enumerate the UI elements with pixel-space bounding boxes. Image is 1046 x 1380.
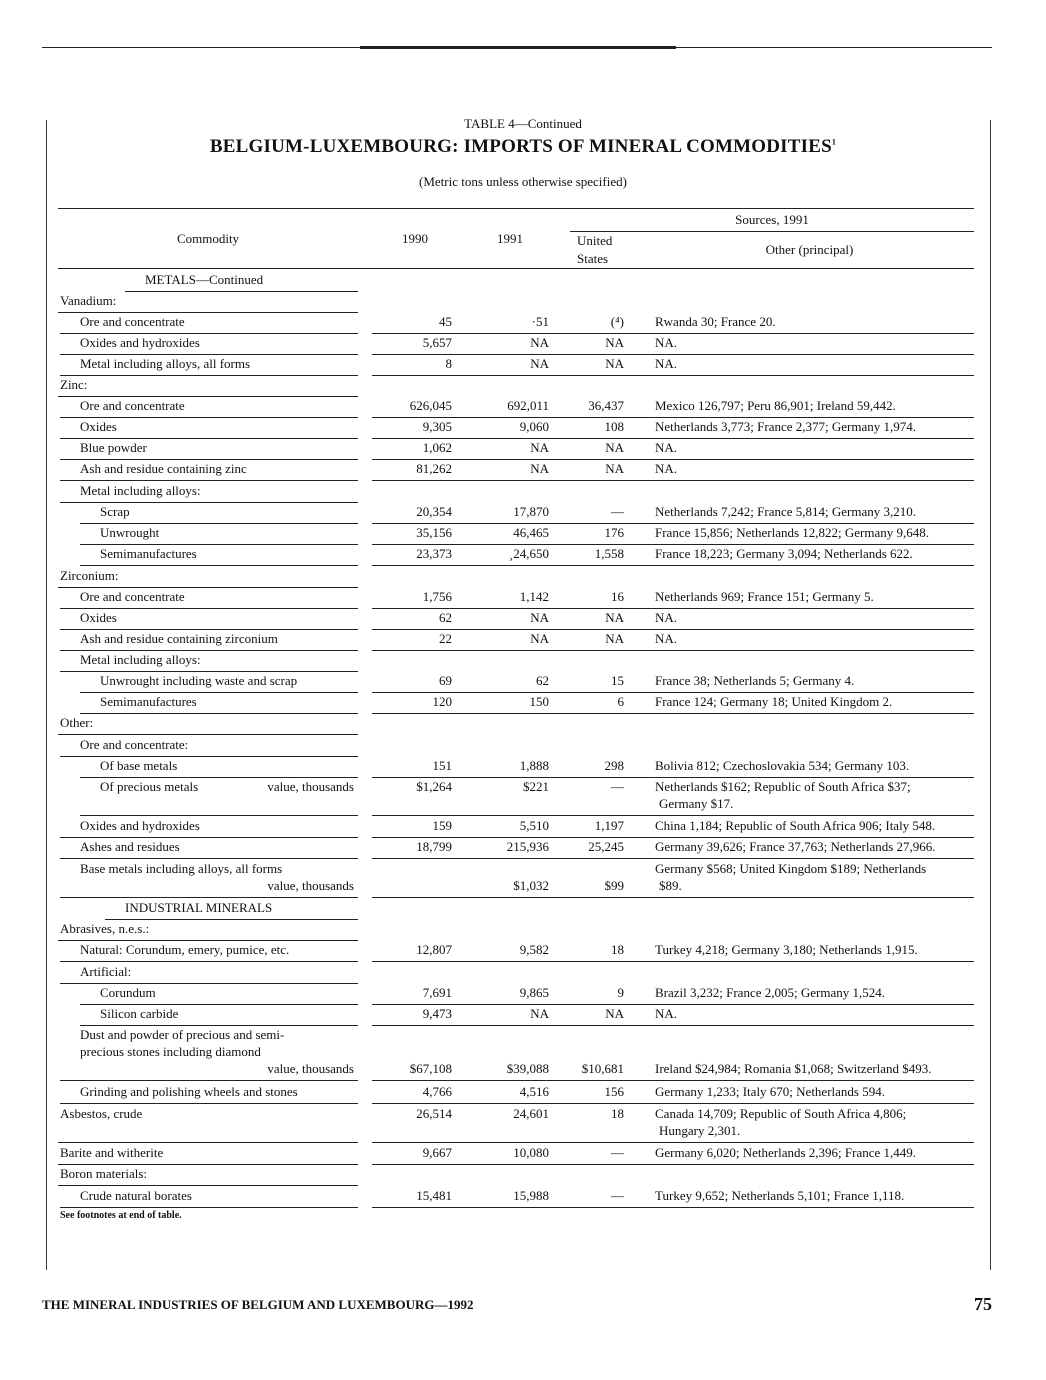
- row-rule-values: [372, 1080, 974, 1081]
- row-rule-values: [372, 713, 974, 714]
- col-header-commodity: Commodity: [176, 231, 240, 246]
- cell-us: (⁴): [610, 314, 624, 329]
- row-label: Crude natural borates: [80, 1188, 192, 1203]
- cell-1990: 15,481: [416, 1188, 452, 1203]
- row-rule-commodity: [80, 815, 358, 816]
- cell-us: NA: [605, 610, 624, 625]
- cell-other: France 124; Germany 18; United Kingdom 2.: [655, 694, 893, 709]
- col-header-1990: 1990: [402, 231, 428, 246]
- row-label: Metal including alloys, all forms: [80, 356, 251, 371]
- cell-1991: NA: [530, 1006, 549, 1021]
- cell-other: France 15,856; Netherlands 12,822; Germany 9,648.: [655, 525, 930, 540]
- cell-us: 25,245: [588, 839, 624, 854]
- cell-1991: NA: [530, 461, 549, 476]
- row-label: Oxides: [80, 610, 117, 625]
- cell-1991: 17,870: [513, 504, 549, 519]
- cell-other: Brazil 3,232; France 2,005; Germany 1,524.: [655, 985, 885, 1000]
- row-rule-values: [372, 1142, 974, 1143]
- row-label: Silicon carbide: [100, 1006, 179, 1021]
- cell-us: —: [611, 779, 624, 794]
- left-margin-bar: [46, 120, 47, 1270]
- row-rule-values: [372, 858, 974, 859]
- row-label: Barite and witherite: [60, 1145, 164, 1160]
- cell-1990: $67,108: [409, 1061, 452, 1076]
- cell-other-cont: Germany $17.: [659, 796, 734, 811]
- cell-us: 36,437: [588, 398, 624, 413]
- cell-us: 16: [611, 589, 624, 604]
- cell-1990: 62: [439, 610, 452, 625]
- row-rule-values: [372, 375, 974, 376]
- cell-us: 6: [617, 694, 624, 709]
- cell-1991: 15,988: [513, 1188, 549, 1203]
- right-margin-bar: [990, 120, 991, 1270]
- row-unit: value, thousands: [267, 779, 354, 794]
- cell-1990: 69: [439, 673, 452, 688]
- cell-1990: 35,156: [416, 525, 452, 540]
- cell-1991: NA: [530, 440, 549, 455]
- cell-1990: 9,473: [422, 1006, 452, 1021]
- cell-other: Germany 6,020; Netherlands 2,396; France 1,449.: [655, 1145, 917, 1160]
- row-label: Ore and concentrate: [80, 398, 185, 413]
- row-label: Vanadium:: [60, 293, 117, 308]
- page-number: 75: [974, 1294, 992, 1314]
- row-unit: value, thousands: [267, 878, 354, 893]
- footnote-note: See footnotes at end of table.: [60, 1210, 182, 1221]
- cell-1991: 215,936: [506, 839, 549, 854]
- row-label: Zinc:: [60, 377, 88, 392]
- row-label: Boron materials:: [60, 1166, 148, 1181]
- row-label: Ore and concentrate:: [80, 737, 189, 752]
- row-label: Scrap: [100, 504, 130, 519]
- cell-us: NA: [605, 1006, 624, 1021]
- table-label: TABLE 4—Continued: [464, 116, 582, 131]
- row-label: Oxides and hydroxides: [80, 335, 200, 350]
- cell-1991: 9,865: [519, 985, 549, 1000]
- cell-1991: NA: [530, 356, 549, 371]
- row-rule-commodity: [60, 1103, 358, 1104]
- row-label: Ash and residue containing zinc: [80, 461, 247, 476]
- cell-1990: 626,045: [409, 398, 452, 413]
- row-rule-commodity: [58, 734, 358, 735]
- cell-us: NA: [605, 461, 624, 476]
- cell-1990: 5,657: [422, 335, 452, 350]
- row-rule-values: [372, 480, 974, 481]
- cell-1990: 26,514: [416, 1106, 452, 1121]
- cell-1991: 10,080: [513, 1145, 549, 1160]
- cell-1990: 7,691: [422, 985, 452, 1000]
- cell-1991: $221: [523, 779, 549, 794]
- cell-1990: 81,262: [416, 461, 452, 476]
- cell-1991: NA: [530, 335, 549, 350]
- row-label: Metal including alloys:: [80, 652, 201, 667]
- row-label: Ash and residue containing zirconium: [80, 631, 278, 646]
- row-rule-commodity: [58, 1185, 358, 1186]
- row-label-cont: precious stones including diamond: [80, 1044, 261, 1059]
- col-header-us-line1: United: [577, 233, 613, 248]
- cell-us: 156: [604, 1084, 624, 1099]
- row-rule-commodity: [80, 713, 358, 714]
- row-label: Zirconium:: [60, 568, 119, 583]
- cell-other: Canada 14,709; Republic of South Africa 4,806;: [655, 1106, 907, 1121]
- cell-other: Netherlands $162; Republic of South Africa $37;: [655, 779, 911, 794]
- cell-us: —: [611, 1145, 624, 1160]
- running-footer: THE MINERAL INDUSTRIES OF BELGIUM AND LUXEMBOURG—1992: [42, 1297, 474, 1312]
- row-rule-commodity: [60, 961, 358, 962]
- top-rule-accent: [360, 46, 676, 49]
- cell-us: 176: [604, 525, 624, 540]
- cell-us: NA: [605, 440, 624, 455]
- cell-other-cont: Hungary 2,301.: [659, 1123, 741, 1138]
- row-rule-values: [372, 961, 974, 962]
- row-label: Asbestos, crude: [60, 1106, 143, 1121]
- cell-1991: NA: [530, 610, 549, 625]
- row-label: Natural: Corundum, emery, pumice, etc.: [80, 942, 290, 957]
- col-header-us-line2: States: [577, 251, 609, 266]
- row-label: Ore and concentrate: [80, 314, 185, 329]
- cell-other: NA.: [655, 356, 678, 371]
- cell-other: China 1,184; Republic of South Africa 906; Italy 548.: [655, 818, 936, 833]
- header-rule-sources: [570, 231, 974, 232]
- cell-1991: $1,032: [513, 878, 549, 893]
- row-label: Metal including alloys:: [80, 483, 201, 498]
- cell-1990: 9,305: [422, 419, 452, 434]
- cell-other: NA.: [655, 461, 678, 476]
- row-rule-commodity: [60, 858, 358, 859]
- cell-other: Germany 39,626; France 37,763; Netherlands 27,966.: [655, 839, 936, 854]
- row-label: Artificial:: [80, 964, 132, 979]
- cell-other: NA.: [655, 631, 678, 646]
- cell-other: Germany 1,233; Italy 670; Netherlands 594.: [655, 1084, 885, 1099]
- cell-1991: $39,088: [506, 1061, 549, 1076]
- cell-1990: 151: [432, 758, 452, 773]
- cell-other: Bolivia 812; Czechoslovakia 534; Germany 103.: [655, 758, 910, 773]
- cell-1990: 4,766: [422, 1084, 452, 1099]
- cell-1990: 120: [432, 694, 452, 709]
- row-label: Dust and powder of precious and semi-: [80, 1027, 285, 1042]
- cell-1990: $1,264: [416, 779, 452, 794]
- cell-1990: 18,799: [416, 839, 452, 854]
- row-label: INDUSTRIAL MINERALS: [125, 900, 273, 915]
- cell-1990: 45: [439, 314, 452, 329]
- cell-1991: 46,465: [513, 525, 549, 540]
- row-label: Of precious metals: [100, 779, 199, 794]
- cell-us: 298: [604, 758, 624, 773]
- cell-us: 18: [611, 1106, 624, 1121]
- row-label: Ore and concentrate: [80, 589, 185, 604]
- cell-us: 1,558: [594, 546, 624, 561]
- cell-1991: 5,510: [519, 818, 549, 833]
- row-label: Oxides: [80, 419, 117, 434]
- cell-1991: 62: [536, 673, 549, 688]
- cell-other: France 18,223; Germany 3,094; Netherlands 622.: [655, 546, 913, 561]
- cell-1990: 159: [432, 818, 452, 833]
- cell-1991: 9,582: [519, 942, 549, 957]
- row-label: Of base metals: [100, 758, 178, 773]
- cell-other: NA.: [655, 335, 678, 350]
- cell-other: Rwanda 30; France 20.: [655, 314, 776, 329]
- cell-us: —: [611, 504, 624, 519]
- row-rule-commodity: [60, 1080, 358, 1081]
- cell-1990: 12,807: [416, 942, 452, 957]
- row-label: Corundum: [100, 985, 156, 1000]
- cell-other: Germany $568; United Kingdom $189; Netherlands: [655, 861, 927, 876]
- cell-other-cont: $89.: [659, 878, 682, 893]
- row-rule-commodity: [60, 375, 358, 376]
- row-rule-values: [372, 1164, 974, 1165]
- row-unit: value, thousands: [267, 1061, 354, 1076]
- header-rule-top: [58, 208, 974, 209]
- cell-1991: 1,142: [519, 589, 549, 604]
- cell-us: —: [611, 1188, 624, 1203]
- cell-1991: 150: [529, 694, 549, 709]
- cell-other: France 38; Netherlands 5; Germany 4.: [655, 673, 855, 688]
- row-rule-commodity: [80, 565, 358, 566]
- units-note: (Metric tons unless otherwise specified): [419, 174, 627, 189]
- row-label: Semimanufactures: [100, 546, 197, 561]
- cell-us: $10,681: [581, 1061, 624, 1076]
- row-rule-values: [372, 1103, 974, 1104]
- row-label: Oxides and hydroxides: [80, 818, 200, 833]
- row-label: METALS—Continued: [145, 272, 264, 287]
- cell-1991: NA: [530, 631, 549, 646]
- row-rule-commodity: [60, 480, 358, 481]
- cell-1991: 24,601: [513, 1106, 549, 1121]
- cell-1991: ·51: [531, 314, 549, 329]
- row-label: Base metals including alloys, all forms: [80, 861, 283, 876]
- cell-1990: 9,667: [422, 1145, 452, 1160]
- col-header-other: Other (principal): [765, 242, 854, 257]
- cell-other: Netherlands 7,242; France 5,814; Germany 3,210.: [655, 504, 917, 519]
- cell-us: 1,197: [594, 818, 624, 833]
- cell-other: Turkey 4,218; Germany 3,180; Netherlands 1,915.: [655, 942, 918, 957]
- cell-1990: 22: [439, 631, 452, 646]
- cell-other: Turkey 9,652; Netherlands 5,101; France 1,118.: [655, 1188, 905, 1203]
- cell-other: NA.: [655, 610, 678, 625]
- col-header-sources: Sources, 1991: [735, 212, 809, 227]
- cell-other: Ireland $24,984; Romania $1,068; Switzerland $493.: [655, 1061, 932, 1076]
- row-rule-commodity: [60, 1207, 358, 1208]
- row-label: Unwrought including waste and scrap: [100, 673, 298, 688]
- cell-us: $99: [604, 878, 624, 893]
- cell-us: 108: [604, 419, 624, 434]
- cell-1990: 1,062: [422, 440, 452, 455]
- cell-1991: ¸24,650: [508, 546, 549, 561]
- cell-1991: 4,516: [519, 1084, 549, 1099]
- row-label: Grinding and polishing wheels and stones: [80, 1084, 298, 1099]
- cell-1990: 20,354: [416, 504, 452, 519]
- cell-1990: 23,373: [416, 546, 452, 561]
- row-label: Blue powder: [80, 440, 147, 455]
- row-rule-values: [372, 565, 974, 566]
- cell-us: NA: [605, 631, 624, 646]
- cell-1991: 692,011: [507, 398, 549, 413]
- row-label: Ashes and residues: [80, 839, 180, 854]
- row-rule-commodity: [60, 897, 358, 898]
- row-rule-values: [372, 815, 974, 816]
- row-label: Abrasives, n.e.s.:: [60, 921, 150, 936]
- cell-us: 18: [611, 942, 624, 957]
- page-title-text: BELGIUM-LUXEMBOURG: IMPORTS OF MINERAL COMMODITIES: [209, 136, 832, 157]
- cell-other: NA.: [655, 1006, 678, 1021]
- cell-other: Mexico 126,797; Peru 86,901; Ireland 59,442.: [655, 398, 896, 413]
- row-rule-values: [372, 1207, 974, 1208]
- cell-us: 15: [611, 673, 624, 688]
- row-rule-values: [372, 650, 974, 651]
- row-rule-commodity: [58, 1142, 358, 1143]
- col-header-1991: 1991: [497, 231, 523, 246]
- cell-us: 9: [617, 985, 624, 1000]
- cell-other: Netherlands 969; France 151; Germany 5.: [655, 589, 874, 604]
- row-label: Unwrought: [100, 525, 160, 540]
- cell-1991: 9,060: [519, 419, 549, 434]
- cell-us: NA: [605, 356, 624, 371]
- title-footnote-marker: 1: [831, 137, 837, 147]
- row-label: Other:: [60, 715, 94, 730]
- cell-1990: 8: [445, 356, 452, 371]
- cell-1991: 1,888: [519, 758, 549, 773]
- cell-us: NA: [605, 335, 624, 350]
- row-label: Semimanufactures: [100, 694, 197, 709]
- cell-other: Netherlands 3,773; France 2,377; Germany 1,974.: [655, 419, 917, 434]
- row-rule-values: [372, 1025, 974, 1026]
- page-title: [0, 136, 1046, 158]
- cell-other: NA.: [655, 440, 678, 455]
- cell-1990: 1,756: [422, 589, 452, 604]
- row-rule-commodity: [125, 291, 358, 292]
- row-rule-values: [372, 897, 974, 898]
- header-rule-bottom: [58, 268, 974, 269]
